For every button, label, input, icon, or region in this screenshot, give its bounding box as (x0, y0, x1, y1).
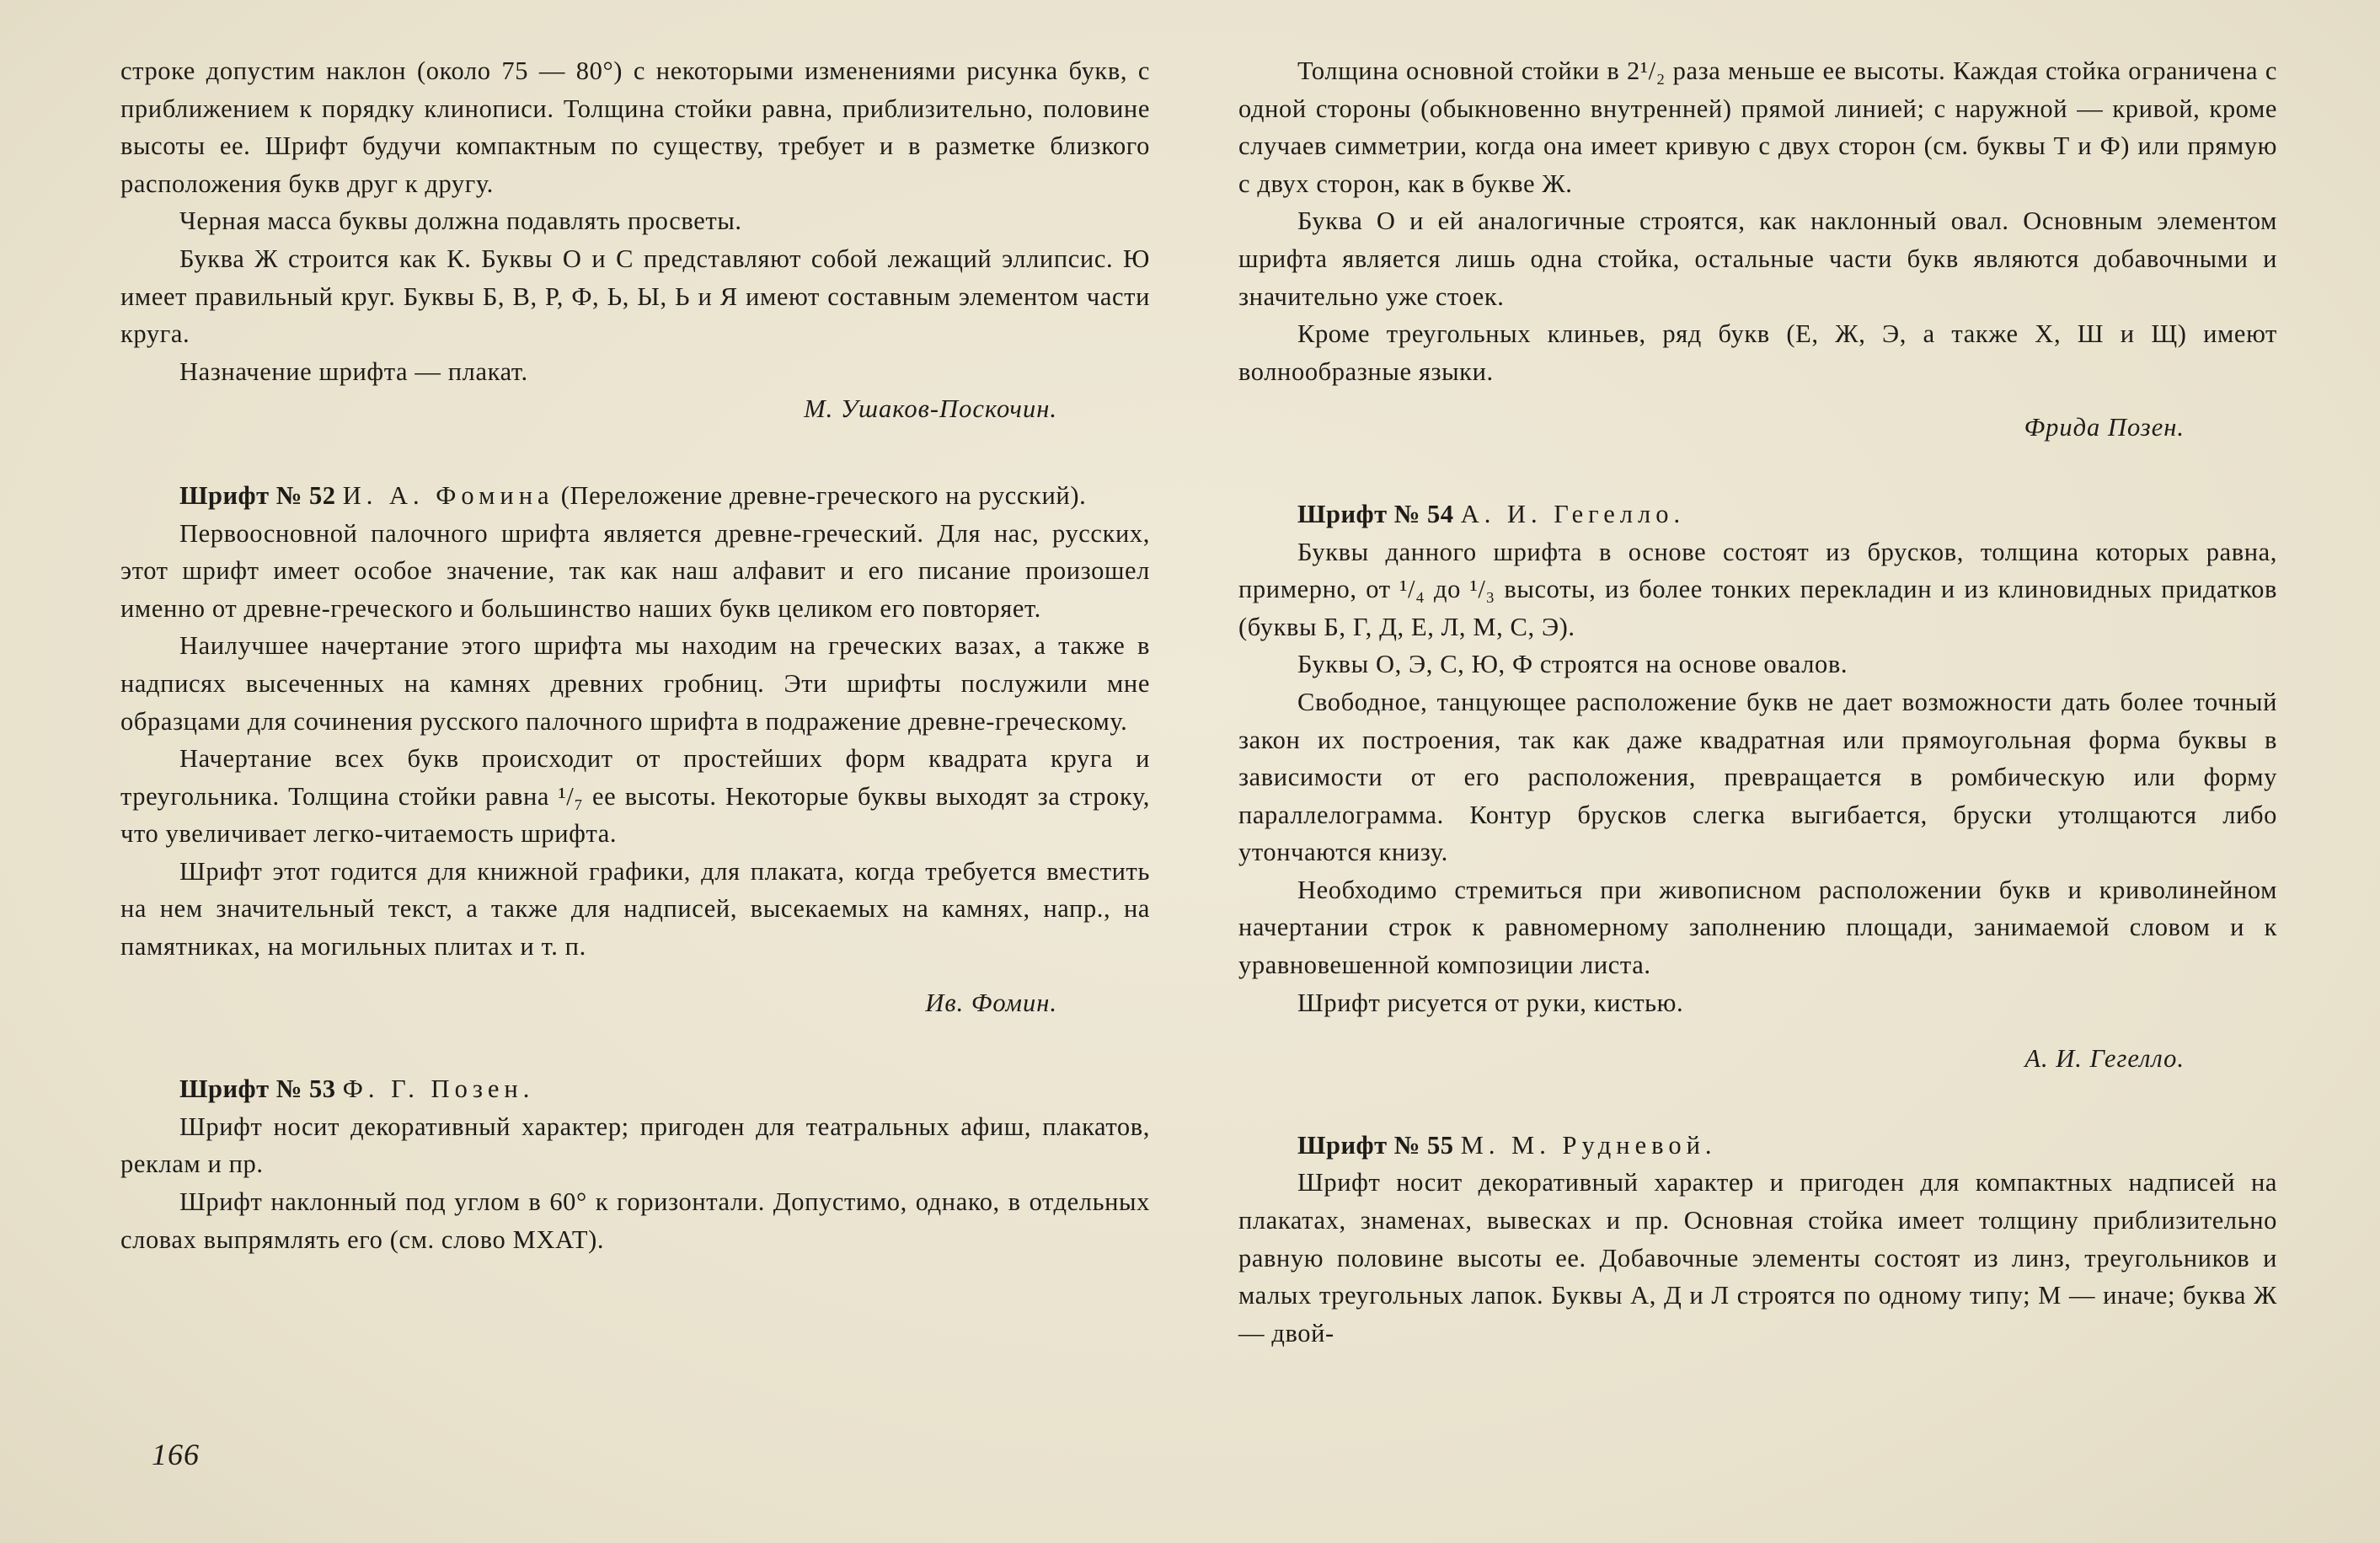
section-heading-55 (1238, 1127, 2277, 1165)
paragraph: Свободное, танцующее расположение букв не дает возможности дать более точный закон их построения, так как даже квадратная или прямоугольная форма буквы в зависимости от его расположения, превращается в ромбическую или форму параллелограмма. Контур брусков слегка выгибается, бруски утолщаются либо утончаются книзу. (1238, 687, 2277, 867)
font-number-label: Шрифт № 55 (1297, 1130, 1454, 1160)
author-name: Ф. Г. Позен. (342, 1074, 535, 1104)
section-heading-53 (120, 1070, 1150, 1108)
paragraph: Необходимо стремиться при живописном расположении букв и криволинейном начертании строк к равномерному заполнению площади, занимаемой словом и к уравновешенной композиции листа. (1238, 875, 2277, 980)
paragraph: Шрифт носит декоративный характер; пригоден для театральных афиш, плакатов, реклам и пр. (120, 1112, 1150, 1179)
signature: М. Ушаков-Поскочин. (804, 394, 1057, 424)
paragraph: Шрифт рисуется от руки, кистью. (1297, 988, 1684, 1017)
paragraph: Черная масса буквы должна подавлять просветы. (179, 206, 742, 236)
left-column (120, 52, 1150, 1258)
paragraph: Буквы О, Э, С, Ю, Ф строятся на основе овалов. (1297, 650, 1848, 679)
paragraph: Начертание всех букв происходит от простейших форм квадрата круга и треугольника. Толщина стойки равна ¹/₇ ее высоты. Некоторые буквы выходят за строку, что увеличивает легко-читаемость шрифта. (120, 744, 1150, 849)
heading-rest: (Переложение древне-греческого на русский). (554, 480, 1087, 510)
author-name: А. И. Гегелло. (1460, 499, 1686, 528)
signature: А. И. Гегелло. (2024, 1044, 2185, 1074)
paragraph: Кроме треугольных клиньев, ряд букв (Е, Ж, Э, а также Х, Ш и Щ) имеют волнообразные языки. (1238, 319, 2277, 386)
right-column (1238, 52, 2277, 1352)
section-heading-52 (120, 477, 1150, 515)
paragraph: Шрифт наклонный под углом в 60° к горизонтали. Допустимо, однако, в отдельных словах выпрямлять его (см. слово МХАТ). (120, 1187, 1150, 1254)
font-number-label: Шрифт № 52 (179, 480, 336, 510)
author-name: М. М. Рудневой. (1460, 1130, 1717, 1160)
page-number: 166 (152, 1438, 200, 1471)
paragraph: Шрифт этот годится для книжной графики, для плаката, когда требуется вместить на нем значительный текст, а также для надписей, высекаемых на камнях, напр., на памятниках, на могильных плитах и т. п. (120, 856, 1150, 962)
paragraph: Буква Ж строится как К. Буквы О и С представляют собой лежащий эллипсис. Ю имеет правильный круг. Буквы Б, В, Р, Ф, Ь, Ы, Ь и Я имеют составным элементом части круга. (120, 244, 1150, 349)
paragraph: Первоосновной палочного шрифта является древне-греческий. Для нас, русских, этот шрифт имеет особое значение, так как наш алфавит и его писание произошел именно от древне-греческого и большинство наших букв целиком его повторяет. (120, 518, 1150, 623)
paragraph: Толщина основной стойки в 2¹/₂ раза меньше ее высоты. Каждая стойка ограничена с одной стороны (обыкновенно внутренней) прямой линией; с наружной — кривой, кроме случаев симметрии, когда она имеет кривую с двух сторон (см. буквы Т и Ф) или прямую с двух сторон, как в букве Ж. (1238, 56, 2277, 198)
paragraph: Шрифт носит декоративный характер и пригоден для компактных надписей на плакатах, знаменах, вывесках и пр. Основная стойка имеет толщину приблизительно равную половине высоты ее. Добавочные элементы состоят из линз, треугольников и малых треугольных лапок. Буквы А, Д и Л строятся по одному типу; М — иначе; буква Ж — двой- (1238, 1168, 2277, 1347)
section-heading-54 (1238, 496, 2277, 533)
paragraph: строке допустим наклон (около 75 — 80°) с некоторыми изменениями рисунка букв, с приближением к порядку клинописи. Толщина стойки равна, приблизительно, половине высоты ее. Шрифт будучи компактным по существу, требует и в разметке близкого расположения букв друг к другу. (120, 56, 1150, 198)
paragraph: Буквы данного шрифта в основе состоят из брусков, толщина которых равна, примерно, от ¹/₄ до ¹/₃ высоты, из более тонких перекладин и из клиновидных придатков (буквы Б, Г, Д, Е, Л, М, С, Э). (1238, 537, 2277, 641)
paragraph: Наилучшее начертание этого шрифта мы находим на греческих вазах, а также в надписях высеченных на камнях древних гробниц. Эти шрифты послужили мне образцами для сочинения русского палочного шрифта в подражение древне-греческому. (120, 631, 1150, 736)
signature: Фрида Позен. (2024, 413, 2185, 442)
font-number-label: Шрифт № 53 (179, 1074, 336, 1104)
paragraph: Буква О и ей аналогичные строятся, как наклонный овал. Основным элементом шрифта является лишь одна стойка, остальные части букв являются добавочными и значительно уже стоек. (1238, 206, 2277, 311)
author-name: И. А. Фомина (342, 480, 554, 510)
font-number-label: Шрифт № 54 (1297, 499, 1454, 528)
signature: Ив. Фомин. (925, 988, 1057, 1017)
paragraph: Назначение шрифта — плакат. (179, 356, 528, 386)
